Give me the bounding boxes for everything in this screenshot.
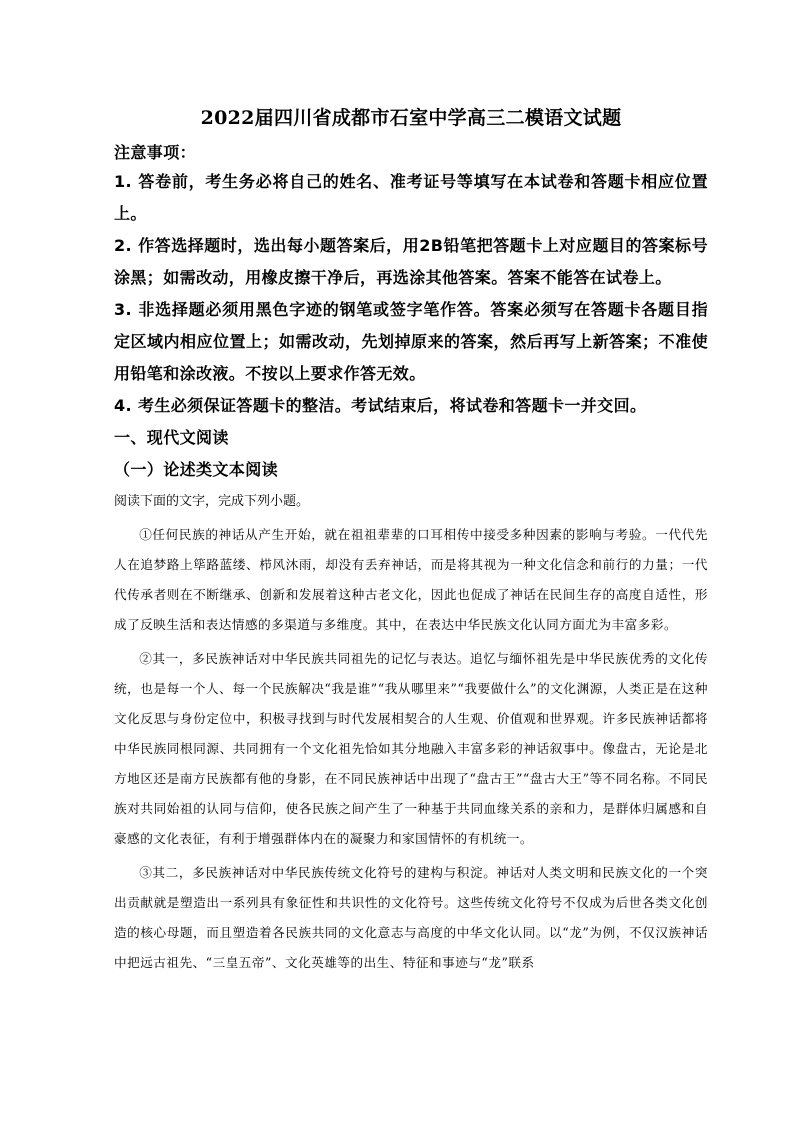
notice-item-2: 2. 作答选择题时，选出每小题答案后，用2B铅笔把答题卡上对应题目的答案标号涂黑；如需改动，用橡皮擦干净后，再选涂其他答案。答案不能答在试卷上。	[114, 236, 708, 287]
subsection-heading: （一）论述类文本阅读	[114, 460, 279, 479]
section-heading: 一、现代文阅读	[114, 428, 229, 447]
passage-paragraph-3: ③其二，多民族神话对中华民族传统文化符号的建构与积淀。神话对人类文明和民族文化的一个突出贡献就是塑造出一系列具有象征性和共识性的文化符号。这些传统文化符号不仅成为后世各类文化创造的核心母题，而且塑造着各民族共同的文化意志与高度的中华文化认同。以“龙”为例，不仅汉族神话中把远古祖先、“三皇五帝”、文化英雄等的出生、特征和事迹与“龙”联系	[114, 865, 708, 970]
reading-instruction: 阅读下面的文字，完成下列小题。	[114, 494, 310, 509]
notice-item-3: 3. 非选择题必须用黑色字迹的钢笔或签字笔作答。答案必须写在答题卡各题目指定区域内相应位置上；如需改动，先划掉原来的答案，然后再写上新答案；不准使用铅笔和涂改液。不按以上要求作答无效。	[114, 300, 708, 383]
passage-paragraph-2: ②其一，多民族神话对中华民族共同祖先的记忆与表达。追忆与缅怀祖先是中华民族优秀的文化传统，也是每一个人、每一个民族解决“我是谁”“我从哪里来”“我要做什么”的文化渊源，人类正是在这种文化反思与身份定位中，积极寻找到与时代发展相契合的人生观、价值观和世界观。许多民族神话都将中华民族同根同源、共同拥有一个文化祖先恰如其分地融入丰富多彩的神话叙事中。像盘古，无论是北方地区还是南方民族都有他的身影，在不同民族神话中出现了“盘古王”“盘古大王”等不同名称。不同民族对共同始祖的认同与信仰，使各民族之间产生了一种基于共同血缘关系的亲和力，是群体归属感和自豪感的文化表征，有利于增强群体内在的凝聚力和家国情怀的有机统一。	[114, 651, 708, 846]
notice-item-4: 4. 考生必须保证答题卡的整洁。考试结束后，将试卷和答题卡一并交回。	[114, 396, 647, 415]
passage-paragraph-1: ①任何民族的神话从产生开始，就在祖祖辈辈的口耳相传中接受多种因素的影响与考验。一代代先人在追梦路上筚路蓝缕、栉风沐雨，却没有丢弃神话，而是将其视为一种文化信念和前行的力量；一代代传承者则在不断继承、创新和发展着这种古老文化，因此也促成了神话在民间生存的高度自适性，形成了反映生活和表达情感的多渠道与多维度。其中，在表达中华民族文化认同方面尤为丰富多彩。	[114, 527, 708, 632]
notice-item-1: 1. 答卷前，考生务必将自己的姓名、准考证号等填写在本试卷和答题卡相应位置上。	[114, 172, 708, 223]
notice-heading: 注意事项：	[114, 143, 197, 162]
document-title: 2022届四川省成都市石室中学高三二模语文试题	[200, 107, 622, 129]
reading-passage	[114, 520, 708, 978]
